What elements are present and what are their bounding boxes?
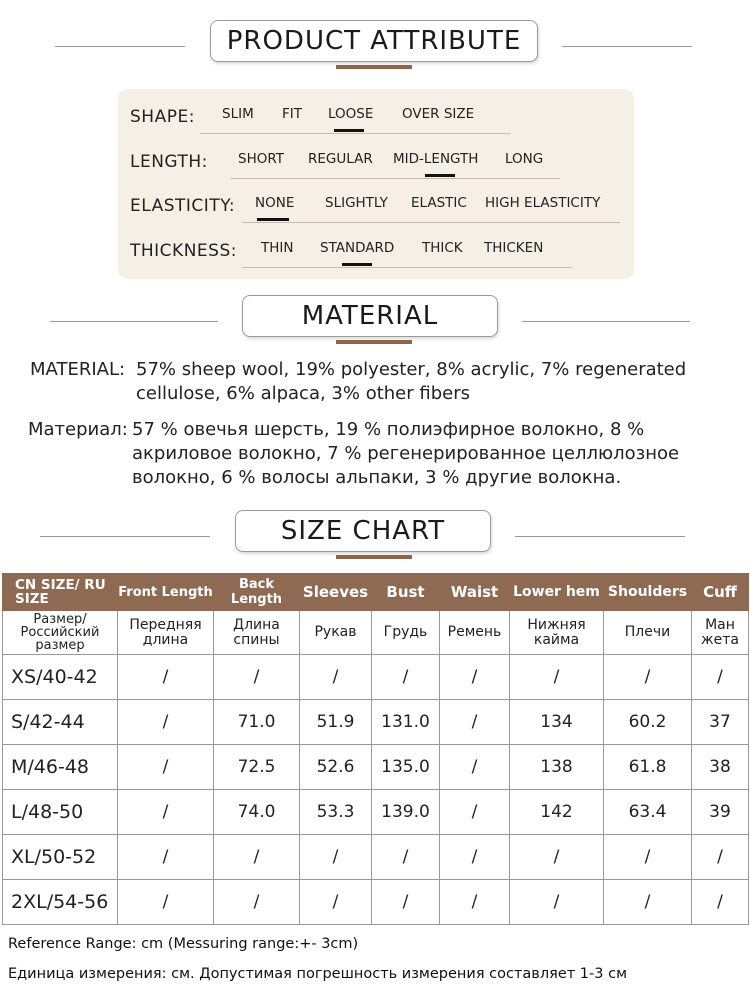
measurement-cell: 61.8 xyxy=(604,745,692,790)
accent-bar xyxy=(336,340,412,344)
measurement-cell: 131.0 xyxy=(372,700,440,745)
measurement-cell: / xyxy=(510,835,604,880)
table-row xyxy=(3,700,749,745)
header-cell: Waist xyxy=(440,574,510,611)
measurement-cell: / xyxy=(118,835,214,880)
header-cell: Длина спины xyxy=(214,611,300,655)
measurement-cell: 53.3 xyxy=(300,790,372,835)
size-rows xyxy=(3,655,749,925)
header-row-russian xyxy=(3,611,749,655)
measurement-cell: / xyxy=(604,655,692,700)
measurement-cell: 39 xyxy=(692,790,749,835)
measurement-cell: / xyxy=(440,655,510,700)
size-label-cell: M/46-48 xyxy=(3,745,118,790)
option-slim: SLIM xyxy=(222,106,254,122)
table-row xyxy=(3,880,749,925)
measurement-cell: 51.9 xyxy=(300,700,372,745)
header-cell: Грудь xyxy=(372,611,440,655)
measurement-cell: / xyxy=(118,745,214,790)
size-label-cell: L/48-50 xyxy=(3,790,118,835)
measurement-cell: 71.0 xyxy=(214,700,300,745)
measurement-cell: 60.2 xyxy=(604,700,692,745)
attribute-panel xyxy=(118,89,634,279)
measurement-cell: 134 xyxy=(510,700,604,745)
accent-bar xyxy=(336,65,412,69)
measurement-cell: 139.0 xyxy=(372,790,440,835)
size-label-cell: 2XL/54-56 xyxy=(3,880,118,925)
attribute-underline xyxy=(200,133,510,134)
material-value-line: 57% sheep wool, 19% polyester, 8% acrylic, 7% regenerated xyxy=(136,359,687,380)
material-key: MATERIAL: xyxy=(30,359,126,380)
header-cell: Рукав xyxy=(300,611,372,655)
option-thin: THIN xyxy=(261,240,294,256)
divider-left xyxy=(55,46,185,47)
header-cell: Ман жета xyxy=(692,611,749,655)
measurement-cell: / xyxy=(214,880,300,925)
attribute-label: SHAPE: xyxy=(130,107,195,127)
size-chart-table xyxy=(2,573,749,925)
material-value-line: cellulose, 6% alpaca, 3% other fibers xyxy=(136,383,470,404)
measurement-cell: / xyxy=(118,655,214,700)
measurement-cell: / xyxy=(300,835,372,880)
divider-right xyxy=(562,46,692,47)
material-value-line: волокно, 6 % волосы альпаки, 3 % другие волокна. xyxy=(132,467,622,488)
measurement-cell: / xyxy=(510,880,604,925)
measurement-cell: / xyxy=(372,880,440,925)
option-short: SHORT xyxy=(238,151,284,167)
measurement-cell: / xyxy=(604,880,692,925)
divider-right xyxy=(515,536,685,537)
size-label-cell: S/42-44 xyxy=(3,700,118,745)
attribute-underline xyxy=(242,222,620,223)
material-russian xyxy=(28,418,738,493)
header-cell: Sleeves xyxy=(300,574,372,611)
selected-marker xyxy=(334,129,364,132)
header-cell: Передняя длина xyxy=(118,611,214,655)
attribute-label: THICKNESS: xyxy=(130,241,237,261)
option-over-size: OVER SIZE xyxy=(402,106,475,122)
attribute-row-thickness xyxy=(130,237,630,267)
header-cell: Bust xyxy=(372,574,440,611)
material-value-line: акриловое волокно, 7 % регенерированное целлюлозное xyxy=(132,443,680,464)
measurement-cell: / xyxy=(300,655,372,700)
measurement-cell: / xyxy=(440,790,510,835)
measurement-cell: / xyxy=(214,655,300,700)
size-label-cell: XL/50-52 xyxy=(3,835,118,880)
measurement-cell: / xyxy=(604,835,692,880)
size-label-cell: XS/40-42 xyxy=(3,655,118,700)
measurement-cell: / xyxy=(372,835,440,880)
measurement-cell: / xyxy=(300,880,372,925)
option-standard: STANDARD xyxy=(320,240,395,256)
header-cell: Front Length xyxy=(118,574,214,611)
attribute-underline xyxy=(230,178,560,179)
accent-bar xyxy=(336,555,412,559)
measurement-cell: / xyxy=(440,880,510,925)
measurement-cell: 138 xyxy=(510,745,604,790)
header-cell: Ремень xyxy=(440,611,510,655)
header-cell: Нижняя кайма xyxy=(510,611,604,655)
header-row-english xyxy=(3,574,749,611)
header-cell: Cuff xyxy=(692,574,749,611)
section-title-size-chart: SIZE CHART xyxy=(235,510,491,552)
measurement-cell: 37 xyxy=(692,700,749,745)
section-title-product-attribute: PRODUCT ATTRIBUTE xyxy=(210,20,538,62)
table-row xyxy=(3,655,749,700)
measurement-cell: / xyxy=(692,880,749,925)
reference-range-note: Reference Range: cm (Messuring range:+- 3cm) xyxy=(8,936,359,952)
divider-left xyxy=(40,536,210,537)
measurement-cell: / xyxy=(214,835,300,880)
selected-marker xyxy=(257,218,289,221)
option-slightly: SLIGHTLY xyxy=(325,195,388,211)
material-value-line: 57 % овечья шерсть, 19 % полиэфирное волокно, 8 % xyxy=(132,419,645,440)
measurement-cell: / xyxy=(510,655,604,700)
header-cell: Shoulders xyxy=(604,574,692,611)
divider-right xyxy=(522,321,690,322)
header-cell: Lower hem xyxy=(510,574,604,611)
measurement-cell: / xyxy=(692,835,749,880)
measurement-cell: 38 xyxy=(692,745,749,790)
option-thick: THICK xyxy=(422,240,463,256)
section-title-material: MATERIAL xyxy=(242,295,498,337)
measurement-cell: 72.5 xyxy=(214,745,300,790)
attribute-row-shape xyxy=(130,103,630,133)
header-cell: Размер/ Российский размер xyxy=(3,611,118,655)
measurement-cell: / xyxy=(440,745,510,790)
header-cell: Back Length xyxy=(214,574,300,611)
option-long: LONG xyxy=(505,151,544,167)
attribute-underline xyxy=(242,267,572,268)
measurement-cell: / xyxy=(440,700,510,745)
option-thicken: THICKEN xyxy=(484,240,544,256)
measurement-cell: 135.0 xyxy=(372,745,440,790)
material-key: Материал: xyxy=(28,419,128,440)
measurement-cell: / xyxy=(118,700,214,745)
measurement-cell: / xyxy=(118,790,214,835)
option-loose: LOOSE xyxy=(328,106,374,122)
size-chart-header xyxy=(0,510,750,562)
option-none: NONE xyxy=(255,195,295,211)
option-elastic: ELASTIC xyxy=(411,195,467,211)
divider-left xyxy=(50,321,218,322)
table-row xyxy=(3,790,749,835)
measurement-cell: 52.6 xyxy=(300,745,372,790)
measurement-cell: / xyxy=(440,835,510,880)
table-row xyxy=(3,745,749,790)
header-cell: CN SIZE/ RU SIZE xyxy=(3,574,118,611)
attribute-row-length xyxy=(130,148,630,178)
selected-marker xyxy=(342,263,372,266)
measurement-cell: 74.0 xyxy=(214,790,300,835)
option-high-elasticity: HIGH ELASTICITY xyxy=(485,195,601,211)
table-row xyxy=(3,835,749,880)
option-regular: REGULAR xyxy=(308,151,373,167)
attribute-label: LENGTH: xyxy=(130,152,208,172)
header-cell: Плечи xyxy=(604,611,692,655)
measurement-cell: 142 xyxy=(510,790,604,835)
measurement-cell: / xyxy=(118,880,214,925)
measurement-cell: / xyxy=(692,655,749,700)
option-mid-length: MID-LENGTH xyxy=(393,151,479,167)
option-fit: FIT xyxy=(282,106,302,122)
material-english xyxy=(30,358,740,408)
product-attribute-header xyxy=(0,20,750,72)
selected-marker xyxy=(425,174,455,177)
attribute-label: ELASTICITY: xyxy=(130,196,236,216)
measurement-tolerance-note: Единица измерения: см. Допустимая погрешность измерения составляет 1-3 см xyxy=(8,966,628,982)
attribute-row-elasticity xyxy=(130,192,630,222)
material-header xyxy=(0,295,750,347)
measurement-cell: / xyxy=(372,655,440,700)
measurement-cell: 63.4 xyxy=(604,790,692,835)
